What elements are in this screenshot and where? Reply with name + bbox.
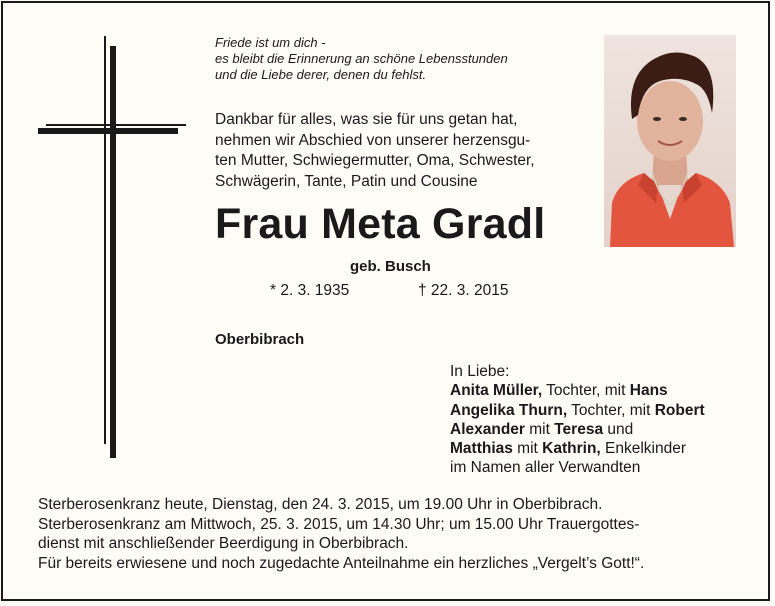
signer-run: und	[603, 420, 634, 438]
poem-text: Friede ist um dich - es bleibt die Erinnerung an schöne Lebensstunden und die Liebe derer, denen du fehlst.	[215, 35, 508, 82]
signer-run: Matthias	[450, 440, 513, 458]
signer-run: Teresa	[554, 420, 604, 438]
signers-heading: In Liebe:	[450, 363, 510, 380]
signer-run: Hans	[629, 382, 668, 400]
notice-line: Sterberosenkranz heute, Dienstag, den 24. 3. 2015, um 19.00 Uhr in Oberbibrach.	[38, 496, 603, 513]
signers-block	[450, 362, 705, 478]
signer-line	[450, 420, 705, 439]
signer-line	[450, 401, 705, 420]
signer-line	[450, 381, 705, 400]
notice-line: Für bereits erwiesene und noch zugedachte Anteilnahme ein herzliches „Vergelt’s Gott!“.	[38, 554, 645, 572]
intro-text: Dankbar für alles, was sie für uns getan hat, nehmen wir Abschied von unserer herzensgu- ten Mutter, Schwiegermutter, Oma, Schwester, Schwägerin, Tante, Patin und Cousine	[215, 111, 535, 190]
maiden-name: geb. Busch	[350, 258, 431, 275]
signers-list	[450, 381, 705, 477]
service-notice	[38, 495, 738, 573]
signer-line	[450, 439, 705, 458]
notice-line: dienst mit anschließender Beerdigung in Oberbibrach.	[38, 535, 409, 552]
place-of-residence: Oberbibrach	[215, 331, 305, 348]
signer-run: im Namen aller Verwandten	[450, 459, 641, 477]
signer-run: Kathrin,	[542, 440, 601, 458]
death-date: † 22. 3. 2015	[418, 282, 509, 299]
signer-run: Robert	[654, 401, 705, 419]
signer-run: Anita Müller,	[450, 382, 543, 400]
notice-line: Sterberosenkranz am Mittwoch, 25. 3. 2015, um 14.30 Uhr; um 15.00 Uhr Trauergottes-	[38, 515, 640, 533]
signer-run: Tochter, mit	[542, 382, 630, 400]
signer-run: mit	[512, 440, 543, 458]
signer-run: Enkelkinder	[600, 440, 687, 458]
signer-line	[450, 458, 705, 477]
signer-run: Alexander	[450, 420, 525, 438]
deceased-name: Frau Meta Gradl	[215, 200, 546, 248]
portrait-photo	[604, 35, 736, 247]
birth-date: * 2. 3. 1935	[270, 282, 350, 299]
signer-run: Angelika Thurn,	[450, 401, 568, 419]
signer-run: Tochter, mit	[567, 401, 655, 419]
signer-run: mit	[524, 420, 555, 438]
